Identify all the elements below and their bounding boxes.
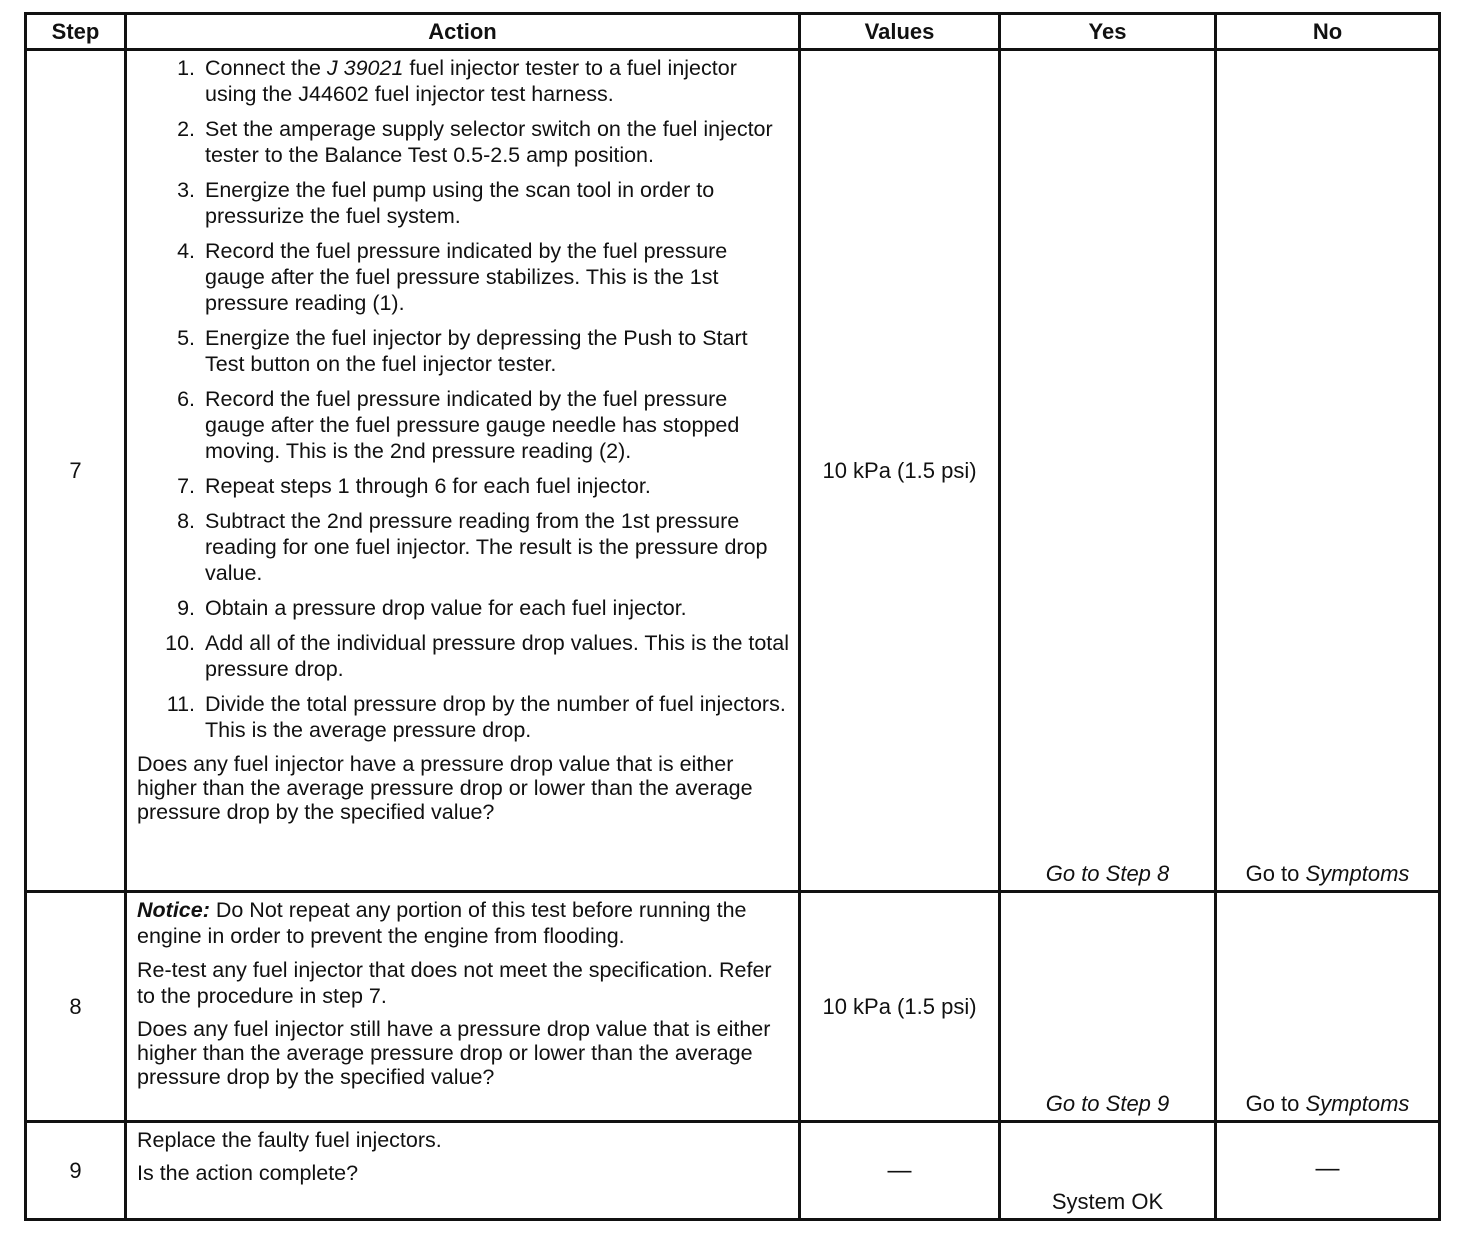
notice-text: Do Not repeat any portion of this test before running the engine in order to prevent the engine from flooding. xyxy=(137,898,747,948)
list-item xyxy=(137,508,790,586)
notice-paragraph xyxy=(137,897,790,949)
item-number: 3. xyxy=(177,178,195,202)
item-number: 7. xyxy=(177,474,195,498)
no-link[interactable]: Symptoms xyxy=(1305,861,1410,886)
step-question: Does any fuel injector still have a pressure drop value that is either higher than the average pressure drop or lower than the average pressure drop by the specified value? xyxy=(137,1017,771,1089)
item-text: Repeat steps 1 through 6 for each fuel injector. xyxy=(205,474,651,498)
item-number: 4. xyxy=(177,239,195,263)
retest-paragraph: Re-test any fuel injector that does not meet the specification. Refer to the procedure in step 7. xyxy=(137,958,772,1008)
list-item xyxy=(137,473,790,499)
no-cell xyxy=(1216,1122,1440,1220)
item-number: 8. xyxy=(177,509,195,533)
item-text-post: fuel injector tester to a fuel injector using the J44602 fuel injector test harness. xyxy=(205,56,737,106)
yes-cell xyxy=(1000,892,1216,1122)
list-item xyxy=(137,238,790,316)
values-cell: 10 kPa (1.5 psi) xyxy=(800,50,1000,892)
table-row-step-8 xyxy=(26,892,1440,1122)
item-number: 9. xyxy=(177,596,195,620)
item-number: 10. xyxy=(165,631,195,655)
values-cell: 10 kPa (1.5 psi) xyxy=(800,892,1000,1122)
item-text: Energize the fuel injector by depressing the Push to Start Test button on the fuel injector tester. xyxy=(205,326,748,376)
no-dash: — xyxy=(1315,1155,1340,1182)
yes-cell xyxy=(1000,50,1216,892)
list-item xyxy=(137,325,790,377)
list-item xyxy=(137,691,790,743)
step-number: 9 xyxy=(26,1122,126,1220)
item-number: 1. xyxy=(177,56,195,80)
header-no: No xyxy=(1216,14,1440,50)
values-cell xyxy=(800,1122,1000,1220)
action-cell xyxy=(126,892,800,1122)
item-text: Divide the total pressure drop by the number of fuel injectors. This is the average pressure drop. xyxy=(205,692,786,742)
item-text: Obtain a pressure drop value for each fuel injector. xyxy=(205,596,687,620)
item-text: Add all of the individual pressure drop values. This is the total pressure drop. xyxy=(205,631,790,681)
notice-label: Notice: xyxy=(137,898,210,922)
no-cell xyxy=(1216,50,1440,892)
no-prefix: Go to xyxy=(1245,861,1306,886)
item-text xyxy=(205,55,790,107)
yes-link[interactable]: Go to Step 8 xyxy=(1045,861,1170,886)
yes-cell: System OK xyxy=(1000,1122,1216,1220)
header-yes: Yes xyxy=(1000,14,1216,50)
header-step: Step xyxy=(26,14,126,50)
no-cell xyxy=(1216,892,1440,1122)
step-number: 7 xyxy=(26,50,126,892)
item-text: Set the amperage supply selector switch on the fuel injector tester to the Balance Test 0.5-2.5 amp position. xyxy=(205,117,773,167)
table-row-step-9 xyxy=(26,1122,1440,1220)
values-dash: — xyxy=(887,1156,912,1184)
list-item xyxy=(137,55,790,107)
step-number: 8 xyxy=(26,892,126,1122)
item-number: 5. xyxy=(177,326,195,350)
item-text: Energize the fuel pump using the scan tool in order to pressurize the fuel system. xyxy=(205,178,715,228)
procedure-list xyxy=(137,55,790,743)
item-text: Record the fuel pressure indicated by the fuel pressure gauge after the fuel pressure gauge needle has stopped moving. This is the 2nd pressure reading (2). xyxy=(205,387,740,463)
item-number: 2. xyxy=(177,117,195,141)
header-row xyxy=(26,14,1440,50)
action-cell xyxy=(126,1122,800,1220)
item-text-pre: Connect the xyxy=(205,56,327,80)
list-item xyxy=(137,116,790,168)
list-item xyxy=(137,177,790,229)
action-cell xyxy=(126,50,800,892)
diagnostic-table xyxy=(24,12,1441,1221)
item-number: 11. xyxy=(166,692,195,716)
no-link[interactable]: Symptoms xyxy=(1305,1091,1410,1116)
item-text: Subtract the 2nd pressure reading from the 1st pressure reading for one fuel injector. The result is the pressure drop value. xyxy=(205,509,768,585)
step-question: Is the action complete? xyxy=(137,1161,359,1185)
step-question: Does any fuel injector have a pressure drop value that is either higher than the average pressure drop or lower than the average pressure drop by the specified value? xyxy=(137,752,753,824)
no-prefix: Go to xyxy=(1245,1091,1306,1116)
action-text: Replace the faulty fuel injectors. xyxy=(137,1128,442,1152)
item-number: 6. xyxy=(177,387,195,411)
table-row-step-7 xyxy=(26,50,1440,892)
yes-link[interactable]: Go to Step 9 xyxy=(1045,1091,1170,1116)
list-item xyxy=(137,386,790,464)
list-item xyxy=(137,595,790,621)
header-values: Values xyxy=(800,14,1000,50)
header-action: Action xyxy=(126,14,800,50)
list-item xyxy=(137,630,790,682)
item-text: Record the fuel pressure indicated by the fuel pressure gauge after the fuel pressure stabilizes. This is the 1st pressure reading (1). xyxy=(205,239,728,315)
tool-number: J 39021 xyxy=(326,56,404,80)
